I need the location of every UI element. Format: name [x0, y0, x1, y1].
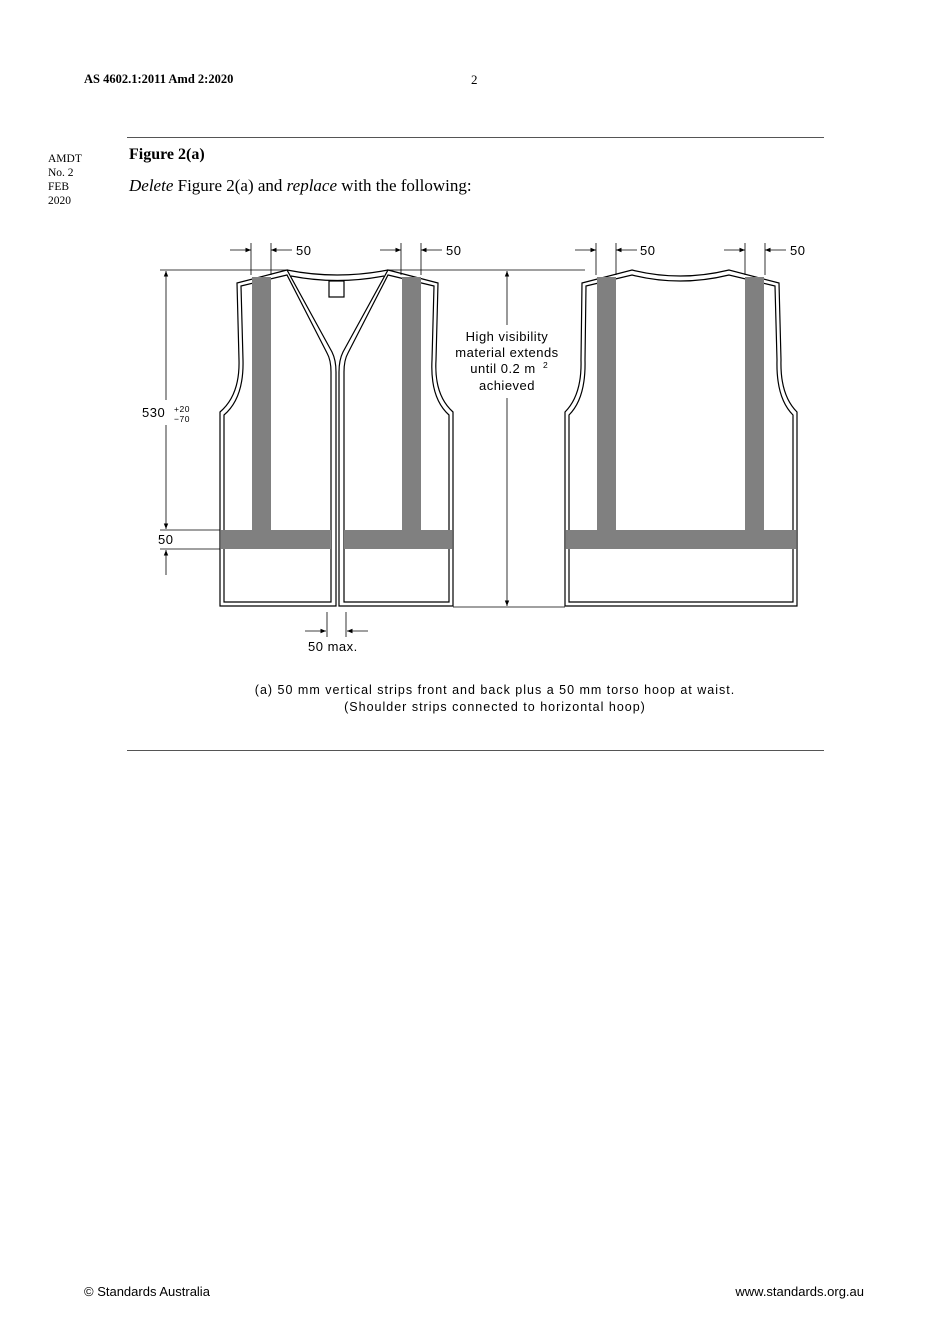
instruction-text-end: with the following:: [337, 176, 472, 195]
strip-width-label: 50: [296, 243, 312, 258]
back-right-vertical-strip: [745, 277, 764, 530]
figure-caption: [0, 682, 950, 716]
front-left-vertical-strip: [252, 277, 271, 530]
replace-word: replace: [286, 176, 338, 195]
front-left-hoop: [221, 530, 331, 549]
instruction-text: Figure 2(a) and: [173, 176, 287, 195]
margin-note-line: 2020: [48, 195, 71, 207]
footer-copyright: © Standards Australia: [84, 1284, 210, 1299]
front-right-hoop: [344, 530, 452, 549]
caption-line: (a) 50 mm vertical strips front and back plus a 50 mm torso hoop at waist.: [254, 683, 736, 697]
figure-title: Figure 2(a): [129, 146, 205, 163]
delete-word: Delete: [129, 176, 174, 195]
height-label: 530: [142, 405, 166, 420]
page-number: 2: [471, 72, 478, 87]
document-id: AS 4602.1:2011 Amd 2:2020: [84, 72, 234, 86]
strip-width-label: 50: [790, 243, 806, 258]
margin-note-line: No. 2: [48, 167, 74, 179]
note-line: High visibility: [465, 329, 549, 344]
note-line: achieved: [478, 378, 536, 393]
note-superscript: 2: [543, 360, 549, 370]
front-right-vertical-strip: [402, 277, 421, 530]
back-hoop: [566, 530, 796, 549]
height-tolerance-plus: +20: [174, 404, 190, 414]
strip-width-label: 50: [446, 243, 462, 258]
bottom-rule: [127, 750, 824, 751]
gap-label: 50 max.: [308, 639, 358, 654]
margin-note-line: AMDT: [48, 153, 82, 165]
strip-width-label: 50: [640, 243, 656, 258]
note-line: material extends: [455, 345, 559, 360]
footer-website: www.standards.org.au: [735, 1284, 864, 1299]
height-tolerance-minus: −70: [174, 414, 190, 424]
back-left-vertical-strip: [597, 277, 616, 530]
margin-note-line: FEB: [48, 181, 70, 193]
note-line: until 0.2 m: [470, 361, 536, 376]
caption-line: (Shoulder strips connected to horizontal hoop): [344, 700, 646, 714]
hoop-label: 50: [158, 532, 174, 547]
